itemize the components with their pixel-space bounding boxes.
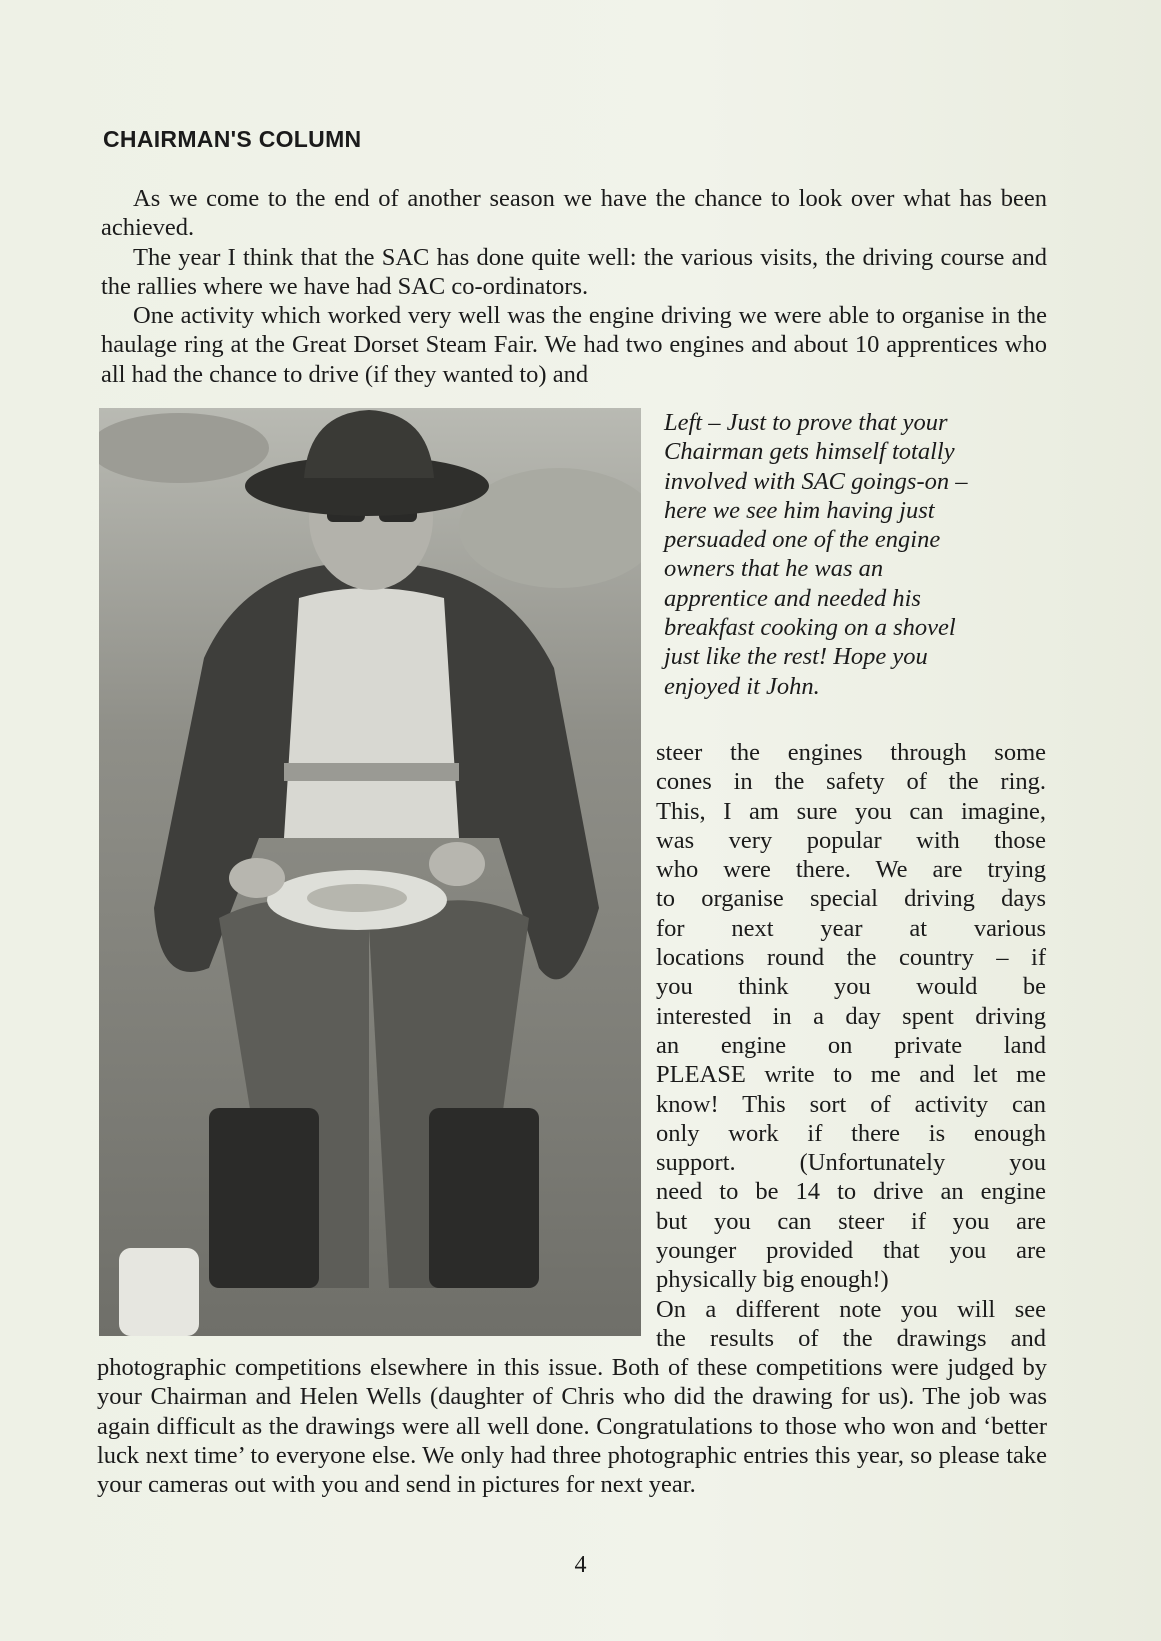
closing-paragraph: photographic competitions elsewhere in this issue. Both of these competitions were judged by your Chairman and Helen Wells (daughter of Chris who did the drawing for us). The job was again difficult as the drawings were all well done. Congratulations to those who won and ‘better luck next time’ to everyone else. We only had three photographic entries this year, so please take your cameras out with you and send in pictures for next year. bbox=[97, 1354, 1047, 1499]
caption-line: breakfast cooking on a shovel bbox=[664, 614, 956, 642]
caption-line: apprentice and needed his bbox=[664, 584, 921, 612]
caption-line: persuaded one of the engine bbox=[664, 526, 941, 554]
column-line: locations round the country – if bbox=[656, 944, 1046, 972]
column-line: only work if there is enough bbox=[656, 1119, 1046, 1147]
caption-line: Left – Just to prove that your bbox=[664, 409, 948, 436]
column-line: need to be 14 to drive an engine bbox=[656, 1178, 1046, 1206]
column-line: you think you would be bbox=[656, 973, 1046, 1001]
column-line: physically big enough!) bbox=[656, 1266, 889, 1294]
column-line: steer the engines through some bbox=[656, 739, 1046, 766]
caption-line: here we see him having just bbox=[664, 496, 935, 524]
right-column-text bbox=[656, 738, 1046, 1353]
column-line: to organise special driving days bbox=[656, 885, 1046, 913]
paragraph-3: One activity which worked very well was the engine driving we were able to organise in the haulage ring at the Great Dorset Steam Fair. We had two engines and about 10 apprentices who all had the chance to drive (if they wanted to) and bbox=[101, 302, 1047, 388]
column-line: for next year at various bbox=[656, 914, 1046, 942]
column-line: an engine on private land bbox=[656, 1031, 1046, 1059]
column-line: On a different note you will see bbox=[656, 1295, 1046, 1323]
caption-line: involved with SAC goings-on – bbox=[664, 467, 968, 495]
column-line: but you can steer if you are bbox=[656, 1207, 1046, 1235]
column-line: This, I am sure you can imagine, bbox=[656, 797, 1046, 825]
page-number: 4 bbox=[574, 1552, 587, 1578]
column-line: support. (Unfortunately you bbox=[656, 1149, 1046, 1177]
caption-line: Chairman gets himself totally bbox=[664, 438, 955, 466]
photo-caption bbox=[664, 408, 1049, 701]
column-line: PLEASE write to me and let me bbox=[656, 1061, 1046, 1089]
column-line: the results of the drawings and bbox=[656, 1324, 1046, 1352]
caption-line: owners that he was an bbox=[664, 555, 884, 583]
article-heading: CHAIRMAN'S COLUMN bbox=[103, 126, 362, 152]
paragraph-2: The year I think that the SAC has done quite well: the various visits, the driving course and the rallies where we have had SAC co-ordinators. bbox=[101, 244, 1047, 301]
column-line: who were there. We are trying bbox=[656, 856, 1046, 884]
paragraph-1: As we come to the end of another season we have the chance to look over what has been achieved. bbox=[101, 185, 1047, 242]
column-line: interested in a day spent driving bbox=[656, 1002, 1046, 1030]
caption-line: just like the rest! Hope you bbox=[664, 643, 928, 671]
column-line: younger provided that you are bbox=[656, 1237, 1046, 1265]
column-line: know! This sort of activity can bbox=[656, 1090, 1046, 1118]
column-line: was very popular with those bbox=[656, 826, 1046, 854]
column-line: cones in the safety of the ring. bbox=[656, 768, 1046, 796]
caption-line: enjoyed it John. bbox=[664, 672, 820, 700]
chairman-photo bbox=[99, 408, 641, 1336]
